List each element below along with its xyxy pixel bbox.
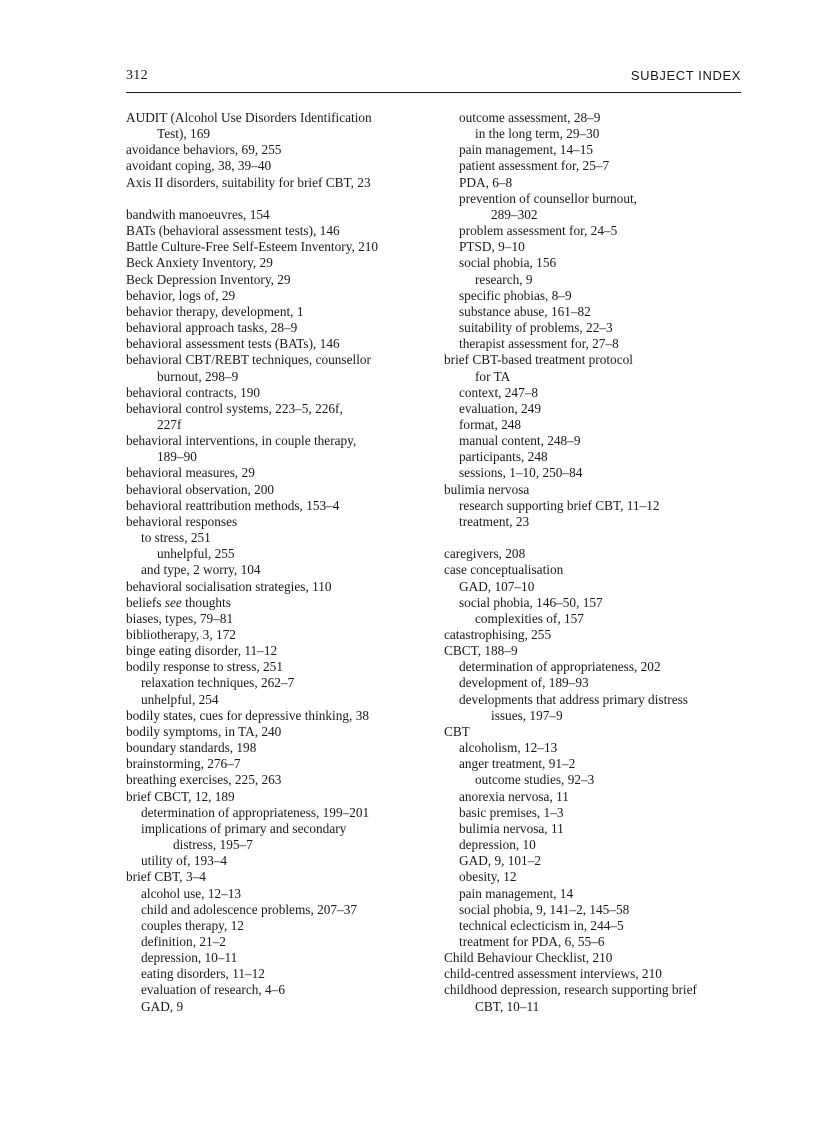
index-subentry: unhelpful, 254: [141, 691, 219, 707]
index-subentry: manual content, 248–9: [459, 433, 581, 449]
index-subentry: relaxation techniques, 262–7: [141, 675, 295, 691]
index-subentry: evaluation, 249: [459, 400, 541, 416]
index-subentry: treatment for PDA, 6, 55–6: [459, 933, 605, 949]
index-entry: behavioral CBT/REBT techniques, counsellor: [126, 352, 371, 368]
index-entry: CBCT, 188–9: [444, 643, 518, 659]
index-entry: behavioral control systems, 223–5, 226f,: [126, 400, 343, 416]
index-entry: BATs (behavioral assessment tests), 146: [126, 223, 340, 239]
index-entry: bodily states, cues for depressive thinking, 38: [126, 707, 369, 723]
index-subentry: pain management, 14–15: [459, 142, 594, 158]
index-subentry: couples therapy, 12: [141, 917, 244, 933]
header-rule: [126, 92, 741, 93]
index-subentry: distress, 195–7: [173, 837, 253, 853]
index-subentry: developments that address primary distress: [459, 691, 688, 707]
index-subentry: child and adolescence problems, 207–37: [141, 901, 358, 917]
index-entry: behavioral socialisation strategies, 110: [126, 578, 332, 594]
index-subentry: GAD, 107–10: [459, 578, 535, 594]
index-entry: caregivers, 208: [444, 546, 526, 562]
index-subentry: complexities of, 157: [475, 610, 584, 626]
index-subentry: in the long term, 29–30: [475, 126, 600, 142]
index-subentry: bulimia nervosa, 11: [459, 820, 564, 836]
index-subentry: to stress, 251: [141, 530, 211, 546]
index-subentry: implications of primary and secondary: [141, 820, 347, 836]
letter-group-gap: [126, 191, 426, 207]
index-entry: behavioral interventions, in couple therapy,: [126, 433, 357, 449]
index-subentry: determination of appropriateness, 202: [459, 659, 661, 675]
index-entry: brief CBCT, 12, 189: [126, 788, 235, 804]
index-subentry: treatment, 23: [459, 513, 530, 529]
index-subentry: social phobia, 9, 141–2, 145–58: [459, 901, 630, 917]
index-subentry: outcome studies, 92–3: [475, 772, 595, 788]
index-entry: avoidance behaviors, 69, 255: [126, 142, 282, 158]
index-subentry: CBT, 10–11: [475, 998, 540, 1014]
index-subentry: alcoholism, 12–13: [459, 740, 558, 756]
index-entry: Child Behaviour Checklist, 210: [444, 950, 613, 966]
index-entry: brief CBT, 3–4: [126, 869, 206, 885]
index-subentry: format, 248: [459, 416, 522, 432]
page-number: 312: [126, 68, 148, 83]
index-entry: child-centred assessment interviews, 210: [444, 966, 662, 982]
index-column-right: [444, 110, 744, 1015]
index-entry: bulimia nervosa: [444, 481, 530, 497]
index-entry: case conceptualisation: [444, 562, 564, 578]
index-column-left: [126, 110, 426, 1015]
index-subentry: pain management, 14: [459, 885, 574, 901]
running-head: SUBJECT INDEX: [630, 68, 741, 83]
letter-group-gap: [444, 530, 744, 546]
cross-reference-see: see: [164, 594, 182, 610]
index-entry: behavioral approach tasks, 28–9: [126, 320, 298, 336]
index-subentry: issues, 197–9: [491, 707, 563, 723]
index-entry: beliefs see thoughts: [126, 594, 231, 610]
index-subentry: outcome assessment, 28–9: [459, 110, 601, 125]
index-subentry: alcohol use, 12–13: [141, 885, 242, 901]
index-entry: behavior therapy, development, 1: [126, 303, 304, 319]
index-subentry: technical eclecticism in, 244–5: [459, 917, 624, 933]
index-subentry: determination of appropriateness, 199–201: [141, 804, 370, 820]
index-entry: AUDIT (Alcohol Use Disorders Identification: [126, 110, 372, 125]
index-entry: catastrophising, 255: [444, 627, 552, 642]
index-subentry: sessions, 1–10, 250–84: [459, 465, 583, 481]
index-entry: breathing exercises, 225, 263: [126, 772, 282, 788]
index-entry: childhood depression, research supporting brief: [444, 982, 697, 998]
index-subentry: 289–302: [491, 206, 538, 222]
index-subentry: PDA, 6–8: [459, 174, 513, 190]
index-entry: brainstorming, 276–7: [126, 756, 241, 772]
index-entry: binge eating disorder, 11–12: [126, 643, 278, 659]
index-subentry: context, 247–8: [459, 384, 539, 400]
index-entry: behavioral reattribution methods, 153–4: [126, 497, 340, 513]
index-entry: bibliotherapy, 3, 172: [126, 627, 236, 642]
index-subentry: burnout, 298–9: [157, 368, 239, 384]
index-entry: bodily symptoms, in TA, 240: [126, 723, 282, 739]
index-subentry: Test), 169: [157, 126, 210, 142]
index-subentry: anger treatment, 91–2: [459, 756, 576, 772]
index-entry: bodily response to stress, 251: [126, 659, 283, 675]
index-subentry: definition, 21–2: [141, 933, 226, 949]
index-entry: Axis II disorders, suitability for brief CBT, 23: [126, 174, 371, 190]
index-subentry: evaluation of research, 4–6: [141, 982, 285, 998]
index-entry: boundary standards, 198: [126, 740, 257, 756]
index-entry: Beck Depression Inventory, 29: [126, 271, 291, 287]
index-subentry: research supporting brief CBT, 11–12: [459, 497, 660, 513]
index-entry: behavioral assessment tests (BATs), 146: [126, 336, 340, 352]
index-subentry: problem assessment for, 24–5: [459, 223, 618, 239]
index-subentry: utility of, 193–4: [141, 853, 228, 869]
index-entry: CBT: [444, 723, 470, 739]
index-subentry: social phobia, 156: [459, 255, 557, 271]
index-subentry: and type, 2 worry, 104: [141, 562, 261, 578]
index-entry: Battle Culture-Free Self-Esteem Inventory, 210: [126, 239, 379, 255]
index-entry: Beck Anxiety Inventory, 29: [126, 255, 273, 271]
page-header: [126, 68, 741, 88]
index-subentry: social phobia, 146–50, 157: [459, 594, 603, 610]
index-entry: behavioral measures, 29: [126, 465, 255, 481]
index-subentry: GAD, 9, 101–2: [459, 853, 541, 869]
index-subentry: prevention of counsellor burnout,: [459, 190, 637, 206]
index-subentry: therapist assessment for, 27–8: [459, 336, 619, 352]
index-entry: biases, types, 79–81: [126, 610, 234, 626]
index-subentry: for TA: [475, 368, 511, 384]
index-subentry: 227f: [157, 416, 182, 432]
index-subentry: research, 9: [475, 271, 533, 287]
index-subentry: development of, 189–93: [459, 675, 589, 691]
index-entry: behavior, logs of, 29: [126, 287, 236, 303]
index-subentry: suitability of problems, 22–3: [459, 320, 613, 336]
index-subentry: depression, 10: [459, 837, 536, 853]
index-subentry: depression, 10–11: [141, 950, 238, 966]
index-subentry: patient assessment for, 25–7: [459, 158, 610, 174]
index-subentry: participants, 248: [459, 449, 548, 465]
index-subentry: basic premises, 1–3: [459, 804, 564, 820]
index-subentry: anorexia nervosa, 11: [459, 788, 569, 804]
index-subentry: obesity, 12: [459, 869, 517, 885]
index-entry: bandwith manoeuvres, 154: [126, 206, 270, 222]
index-entry: avoidant coping, 38, 39–40: [126, 158, 272, 174]
index-subentry: unhelpful, 255: [157, 546, 235, 562]
index-subentry: specific phobias, 8–9: [459, 287, 572, 303]
index-subentry: GAD, 9: [141, 998, 184, 1014]
index-subentry: substance abuse, 161–82: [459, 303, 591, 319]
index-subentry: PTSD, 9–10: [459, 239, 525, 255]
index-subentry: 189–90: [157, 449, 197, 465]
index-entry: behavioral responses: [126, 513, 238, 529]
index-entry: brief CBT-based treatment protocol: [444, 352, 633, 368]
index-subentry: eating disorders, 11–12: [141, 966, 265, 982]
index-entry: behavioral contracts, 190: [126, 384, 261, 400]
index-entry: behavioral observation, 200: [126, 481, 275, 497]
